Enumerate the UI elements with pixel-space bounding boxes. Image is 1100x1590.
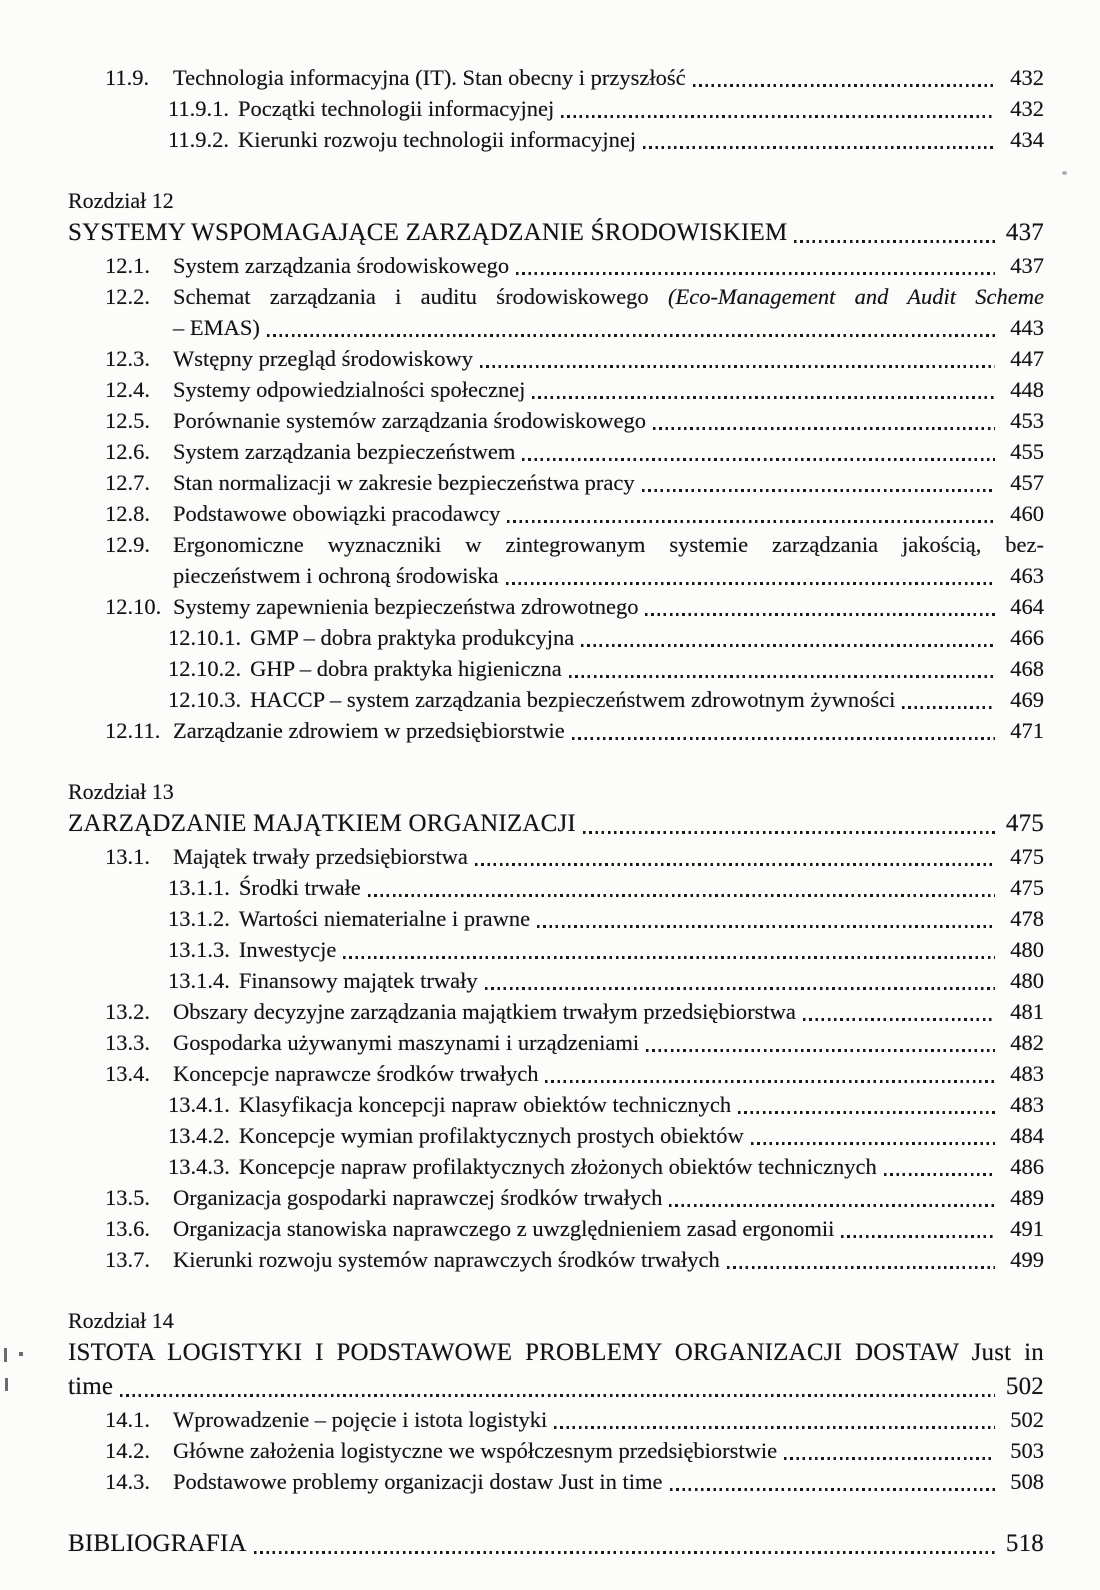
entry-title: Ergonomiczne wyznaczniki w zintegrowanym systemie zarządzania jakością, bez- [173, 532, 1044, 557]
dot-leader [751, 1142, 995, 1145]
page-number: 491 [1010, 1216, 1044, 1241]
page-number: 471 [1010, 718, 1044, 743]
entry-number: 12.8. [105, 501, 150, 526]
chapter-title-row [68, 807, 1044, 841]
entry-number: 13.4.2. [168, 1123, 230, 1148]
entry-number: 12.7. [105, 470, 150, 495]
entry-title: Środki trwałe [238, 875, 361, 900]
dot-leader [727, 1266, 995, 1269]
entry-number: 13.4. [105, 1061, 150, 1086]
entry-text-group [168, 653, 562, 684]
chapter-block [68, 1305, 1044, 1497]
page-number: 475 [1010, 844, 1044, 869]
page-number: 481 [1010, 999, 1044, 1024]
entry-title: Schemat zarządzania i auditu środowiskowego [173, 284, 668, 309]
dot-leader [581, 644, 995, 647]
toc-entry [105, 374, 1044, 405]
page-number: 483 [1010, 1092, 1044, 1117]
page-number: 503 [1010, 1438, 1044, 1463]
dot-leader [343, 956, 995, 959]
entry-number: 13.1.2. [168, 906, 230, 931]
page-number: 466 [1010, 625, 1044, 650]
entry-title: Podstawowe obowiązki pracodawcy [173, 501, 501, 526]
entry-title-italic: (Eco-Management and Audit Scheme [667, 284, 1045, 309]
entry-number: 12.11. [105, 718, 161, 743]
entry-number: 12.2. [105, 284, 150, 309]
toc-entry [105, 1213, 1044, 1244]
entry-number: 11.9.2. [168, 127, 230, 152]
toc-entry [105, 498, 1044, 529]
dot-leader [902, 706, 995, 709]
entry-title: Kierunki rozwoju technologii informacyjnej [238, 127, 637, 152]
entry-text-group [168, 872, 361, 903]
entry-title: Inwestycje [238, 937, 337, 962]
dot-leader [485, 987, 995, 990]
entry-title-wrap: – EMAS) [173, 315, 260, 340]
dot-leader [643, 146, 995, 149]
entry-number: 12.3. [105, 346, 150, 371]
toc-entry [105, 715, 1044, 746]
toc-entry [168, 1120, 1044, 1151]
page-number: 502 [1010, 1407, 1044, 1432]
page-number: 468 [1010, 656, 1044, 681]
entry-number: 11.9.1. [168, 96, 230, 121]
dot-leader [670, 1488, 995, 1491]
chapter-title: SYSTEMY WSPOMAGAJĄCE ZARZĄDZANIE ŚRODOWISKIEM [68, 219, 788, 246]
page-number: 475 [1010, 875, 1044, 900]
page-number: 486 [1010, 1154, 1044, 1179]
entry-number: 12.9. [105, 532, 150, 557]
entry-title: GHP – dobra praktyka higieniczna [250, 656, 562, 681]
chapter-block [68, 776, 1044, 1275]
entry-title: Koncepcje wymian profilaktycznych prostych obiektów [238, 1123, 744, 1148]
entry-title: GMP – dobra praktyka produkcyjna [250, 625, 575, 650]
chapter-title: ZARZĄDZANIE MAJĄTKIEM ORGANIZACJI [68, 810, 576, 837]
page-number: 432 [1010, 96, 1044, 121]
toc-entry [105, 1027, 1044, 1058]
toc-entry [168, 622, 1044, 653]
dot-leader [120, 1394, 995, 1397]
dot-leader [569, 675, 995, 678]
bibliography-title: BIBLIOGRAFIA [68, 1530, 247, 1557]
entry-number: 13.5. [105, 1185, 150, 1210]
page-number: 469 [1010, 687, 1044, 712]
toc-entry [105, 467, 1044, 498]
toc-entry [168, 965, 1044, 996]
toc-entry [105, 529, 1044, 560]
page-number: 475 [1005, 810, 1044, 837]
dot-leader [794, 240, 995, 243]
entry-title: Systemy zapewnienia bezpieczeństwa zdrowotnego [173, 594, 639, 619]
dot-leader [653, 427, 995, 430]
bibliography-row [68, 1527, 1044, 1561]
page-number: 489 [1010, 1185, 1044, 1210]
entry-number: 12.5. [105, 408, 150, 433]
entry-text-group [168, 965, 478, 996]
entry-number: 13.7. [105, 1247, 150, 1272]
toc-entry [168, 124, 1044, 155]
dot-leader [669, 1204, 995, 1207]
toc-entry-continuation [173, 312, 1044, 343]
dot-leader [642, 489, 995, 492]
page-number: 482 [1010, 1030, 1044, 1055]
dot-leader [738, 1111, 995, 1114]
toc-entry [168, 934, 1044, 965]
toc-entry [168, 903, 1044, 934]
entry-number: 12.6. [105, 439, 150, 464]
scan-artifact [5, 1378, 8, 1391]
dot-leader [475, 863, 995, 866]
entry-title-wrap: pieczeństwem i ochroną środowiska [173, 563, 499, 588]
entry-title: Zarządzanie zdrowiem w przedsiębiorstwie [173, 718, 565, 743]
page-number: 434 [1010, 127, 1044, 152]
page-number: 484 [1010, 1123, 1044, 1148]
entry-number: 14.1. [105, 1407, 150, 1432]
entry-text-group [168, 684, 895, 715]
toc-entry [105, 250, 1044, 281]
page-number: 432 [1010, 65, 1044, 90]
entry-number: 13.4.3. [168, 1154, 230, 1179]
toc-entry [105, 841, 1044, 872]
dot-leader [545, 1080, 995, 1083]
toc-entry [168, 684, 1044, 715]
dot-leader [646, 1049, 995, 1052]
entry-title: Gospodarka używanymi maszynami i urządzeniami [173, 1030, 640, 1055]
page-number: 464 [1010, 594, 1044, 619]
toc-entry [105, 1244, 1044, 1275]
entry-text-group [168, 1120, 744, 1151]
page-number: 518 [1005, 1530, 1044, 1557]
entry-number: 13.1.4. [168, 968, 230, 993]
page-number: 448 [1010, 377, 1044, 402]
entry-title: Obszary decyzyjne zarządzania majątkiem trwałym przedsiębiorstwa [173, 999, 796, 1024]
toc-entry [105, 1466, 1044, 1497]
toc-entry [168, 1089, 1044, 1120]
scan-artifact [4, 1348, 7, 1362]
toc-entry [105, 1404, 1044, 1435]
toc-entry [105, 405, 1044, 436]
entry-title: HACCP – system zarządzania bezpieczeństwem zdrowotnym żywności [250, 687, 896, 712]
entry-title: Finansowy majątek trwały [238, 968, 478, 993]
dot-leader [480, 365, 995, 368]
dot-leader [803, 1018, 995, 1021]
page-number: 499 [1010, 1247, 1044, 1272]
page-number: 437 [1005, 219, 1044, 246]
chapter-label: Rozdział 14 [68, 1308, 174, 1333]
toc-entry [168, 653, 1044, 684]
dot-leader [506, 582, 995, 585]
dot-leader [693, 84, 995, 87]
entry-title: System zarządzania środowiskowego [173, 253, 510, 278]
chapter-title-wrap: time [68, 1373, 114, 1400]
page-number: 443 [1010, 315, 1044, 340]
entry-title: Technologia informacyjna (IT). Stan obecny i przyszłość [173, 65, 686, 90]
entry-number: 14.3. [105, 1469, 150, 1494]
toc-entry [105, 1435, 1044, 1466]
dot-leader [267, 334, 995, 337]
entry-title: Porównanie systemów zarządzania środowiskowego [173, 408, 646, 433]
entry-title: Klasyfikacja koncepcji napraw obiektów technicznych [238, 1092, 732, 1117]
toc-entry [168, 872, 1044, 903]
toc-entry [105, 436, 1044, 467]
toc-entry [105, 281, 1044, 312]
dot-leader [784, 1457, 995, 1460]
dot-leader [583, 831, 995, 834]
entry-number: 13.1. [105, 844, 150, 869]
page-number: 453 [1010, 408, 1044, 433]
toc-entry [168, 1151, 1044, 1182]
scan-artifact [19, 1352, 23, 1356]
entry-title: Kierunki rozwoju systemów naprawczych środków trwałych [173, 1247, 720, 1272]
dot-leader [884, 1173, 995, 1176]
entry-title: Koncepcje napraw profilaktycznych złożonych obiektów technicznych [238, 1154, 877, 1179]
dot-leader [554, 1426, 995, 1429]
page-number: 457 [1010, 470, 1044, 495]
entry-title: Organizacja gospodarki naprawczej środków trwałych [173, 1185, 663, 1210]
dot-leader [368, 894, 995, 897]
entry-number: 13.4.1. [168, 1092, 230, 1117]
entry-number: 13.6. [105, 1216, 150, 1241]
entry-title: Podstawowe problemy organizacji dostaw Just in time [173, 1469, 663, 1494]
chapter-label: Rozdział 12 [68, 188, 174, 213]
scan-artifact [1062, 171, 1067, 175]
dot-leader [645, 613, 995, 616]
page-number: 478 [1010, 906, 1044, 931]
toc-entry [168, 93, 1044, 124]
chapter-block [68, 185, 1044, 746]
entry-number: 12.4. [105, 377, 150, 402]
page-number: 502 [1005, 1373, 1044, 1400]
page-number: 437 [1010, 253, 1044, 278]
entry-number: 13.1.3. [168, 937, 230, 962]
toc-entry-continuation [173, 560, 1044, 591]
chapter-label: Rozdział 13 [68, 779, 174, 804]
entry-title: Koncepcje naprawcze środków trwałych [173, 1061, 539, 1086]
chapter-title-continuation [68, 1370, 1044, 1404]
entry-title: Systemy odpowiedzialności społecznej [173, 377, 526, 402]
page-number: 483 [1010, 1061, 1044, 1086]
entry-title: Stan normalizacji w zakresie bezpieczeństwa pracy [173, 470, 635, 495]
page-number: 455 [1010, 439, 1044, 464]
page-number: 480 [1010, 968, 1044, 993]
toc-entry [105, 62, 1044, 93]
chapter-title: ISTOTA LOGISTYKI I PODSTAWOWE PROBLEMY ORGANIZACJI DOSTAW Just in [68, 1339, 1044, 1366]
page-number: 508 [1010, 1469, 1044, 1494]
entry-title: Majątek trwały przedsiębiorstwa [173, 844, 468, 869]
entry-title: Wprowadzenie – pojęcie i istota logistyki [173, 1407, 548, 1432]
dot-leader [516, 272, 995, 275]
entry-title: Wartości niematerialne i prawne [238, 906, 531, 931]
page-number: 460 [1010, 501, 1044, 526]
entry-number: 13.3. [105, 1030, 150, 1055]
entry-text-group [168, 124, 636, 155]
toc-entry [105, 1182, 1044, 1213]
toc-blocks [68, 62, 1044, 1561]
toc-block [68, 62, 1044, 155]
dot-leader [537, 925, 995, 928]
entry-number: 12.1. [105, 253, 150, 278]
entry-number: 12.10.2. [168, 656, 242, 681]
page-number: 463 [1010, 563, 1044, 588]
entry-title: Organizacja stanowiska naprawczego z uwzględnieniem zasad ergonomii [173, 1216, 835, 1241]
entry-text-group [168, 903, 530, 934]
entry-number: 13.2. [105, 999, 150, 1024]
dot-leader [841, 1235, 995, 1238]
entry-text-group [168, 622, 574, 653]
page-number: 447 [1010, 346, 1044, 371]
bibliography-block [68, 1527, 1044, 1561]
entry-title: Początki technologii informacyjnej [238, 96, 555, 121]
dot-leader [572, 737, 995, 740]
entry-title: System zarządzania bezpieczeństwem [173, 439, 516, 464]
toc-entry [105, 996, 1044, 1027]
entry-text-group [168, 93, 554, 124]
entry-title: Główne założenia logistyczne we współczesnym przedsiębiorstwie [173, 1438, 778, 1463]
page-number: 480 [1010, 937, 1044, 962]
entry-text-group [168, 934, 336, 965]
dot-leader [532, 396, 995, 399]
dot-leader [561, 115, 995, 118]
toc-entry [105, 343, 1044, 374]
entry-number: 13.1.1. [168, 875, 230, 900]
entry-title: Wstępny przegląd środowiskowy [173, 346, 473, 371]
entry-number: 14.2. [105, 1438, 150, 1463]
toc-entry [105, 1058, 1044, 1089]
dot-leader [254, 1551, 995, 1554]
entry-text-group [168, 1151, 877, 1182]
entry-number: 12.10.1. [168, 625, 242, 650]
chapter-title-row [68, 216, 1044, 250]
dot-leader [507, 520, 995, 523]
toc-entry [105, 591, 1044, 622]
entry-number: 11.9. [105, 65, 150, 90]
dot-leader [522, 458, 995, 461]
entry-number: 12.10. [105, 594, 162, 619]
entry-text-group [168, 1089, 731, 1120]
entry-number: 12.10.3. [168, 687, 242, 712]
